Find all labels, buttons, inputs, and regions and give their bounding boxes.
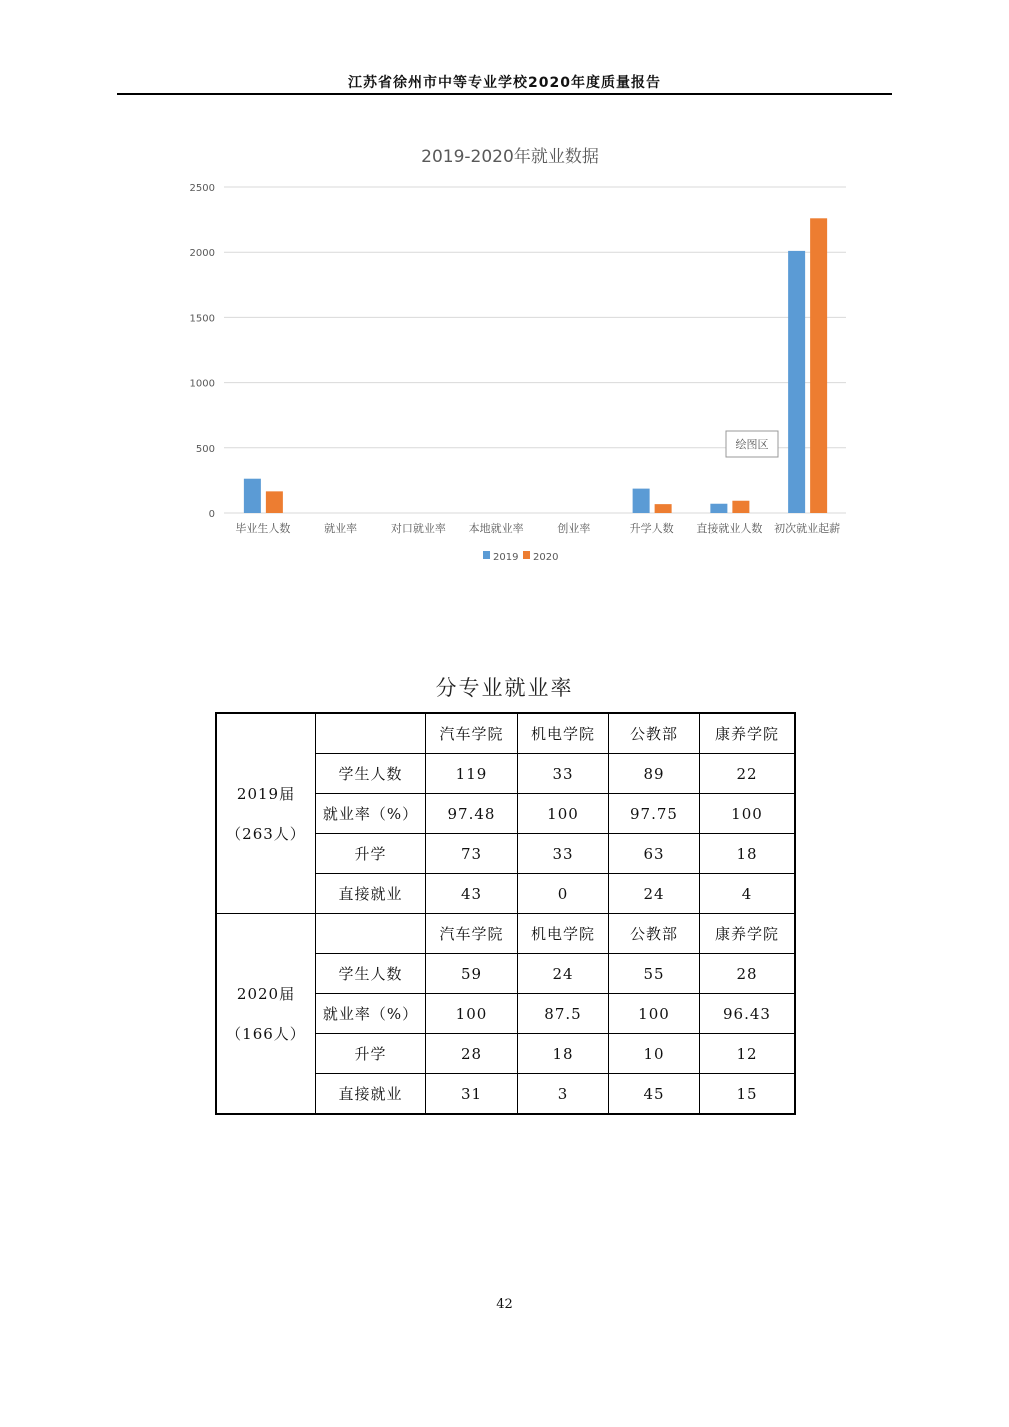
cohort-count: （166人） bbox=[226, 1024, 306, 1043]
row-label: 就业率（%） bbox=[316, 794, 426, 834]
table-cell: 97.75 bbox=[609, 794, 700, 834]
table-cell: 119 bbox=[426, 754, 518, 794]
table-cell: 63 bbox=[609, 834, 700, 874]
row-label: 升学 bbox=[316, 834, 426, 874]
corner-cell bbox=[316, 914, 426, 954]
tooltip-text: 绘图区 bbox=[735, 438, 769, 451]
table-cell: 100 bbox=[700, 794, 796, 834]
y-tick-label: 2000 bbox=[189, 248, 215, 260]
column-header: 汽车学院 bbox=[426, 914, 518, 954]
table-cell: 73 bbox=[426, 834, 518, 874]
plot-area-tooltip bbox=[726, 431, 778, 457]
table-cell: 100 bbox=[518, 794, 609, 834]
column-header: 公教部 bbox=[609, 713, 700, 754]
table-cell: 45 bbox=[609, 1074, 700, 1115]
employment-by-major-table bbox=[215, 712, 796, 1115]
x-category-label: 初次就业起薪 bbox=[774, 522, 841, 535]
column-header: 汽车学院 bbox=[426, 713, 518, 754]
row-label: 直接就业 bbox=[316, 1074, 426, 1115]
chart-title: 2019-2020年就业数据 bbox=[421, 147, 599, 167]
table-cell: 33 bbox=[518, 754, 609, 794]
cohort-label: 2020届 bbox=[236, 984, 296, 1003]
table-cell: 12 bbox=[700, 1034, 796, 1074]
bar-2019 bbox=[710, 504, 727, 513]
y-tick-label: 0 bbox=[208, 509, 215, 520]
table-cell: 100 bbox=[426, 994, 518, 1034]
row-label: 学生人数 bbox=[316, 954, 426, 994]
cohort-cell bbox=[216, 713, 316, 914]
cohort-label: 2019届 bbox=[236, 784, 296, 803]
bar-2020 bbox=[732, 501, 749, 513]
table-title: 分专业就业率 bbox=[435, 676, 574, 700]
table-cell: 18 bbox=[700, 834, 796, 874]
bar-2019 bbox=[633, 489, 650, 513]
column-header: 康养学院 bbox=[700, 713, 796, 754]
row-label: 学生人数 bbox=[316, 754, 426, 794]
table-cell: 18 bbox=[518, 1034, 609, 1074]
y-tick-label: 2500 bbox=[189, 183, 215, 194]
page-number: 42 bbox=[496, 1297, 513, 1312]
x-category-label: 创业率 bbox=[557, 522, 591, 535]
table-cell: 59 bbox=[426, 954, 518, 994]
table-cell: 15 bbox=[700, 1074, 796, 1115]
column-header: 机电学院 bbox=[518, 713, 609, 754]
bar-2020 bbox=[266, 491, 283, 513]
table-cell: 0 bbox=[518, 874, 609, 914]
corner-cell bbox=[316, 713, 426, 754]
table-cell: 28 bbox=[426, 1034, 518, 1074]
y-tick-label: 1000 bbox=[189, 378, 215, 390]
bar-2020 bbox=[810, 218, 827, 513]
column-header: 公教部 bbox=[609, 914, 700, 954]
table-cell: 31 bbox=[426, 1074, 518, 1115]
row-label: 升学 bbox=[316, 1034, 426, 1074]
table-cell: 28 bbox=[700, 954, 796, 994]
row-label: 就业率（%） bbox=[316, 994, 426, 1034]
table-cell: 10 bbox=[609, 1034, 700, 1074]
bar-2020 bbox=[655, 504, 672, 513]
x-category-label: 本地就业率 bbox=[468, 522, 524, 535]
legend-swatch-2020 bbox=[523, 551, 530, 559]
column-header: 机电学院 bbox=[518, 914, 609, 954]
table-cell: 3 bbox=[518, 1074, 609, 1115]
legend-label: 2019 bbox=[493, 552, 519, 563]
row-label: 直接就业 bbox=[316, 874, 426, 914]
legend-swatch-2019 bbox=[483, 551, 490, 559]
legend-label: 2020 bbox=[533, 552, 559, 563]
table-cell: 97.48 bbox=[426, 794, 518, 834]
table-cell: 87.5 bbox=[518, 994, 609, 1034]
table-cell: 24 bbox=[518, 954, 609, 994]
report-header: 江苏省徐州市中等专业学校2020年度质量报告 bbox=[348, 75, 661, 91]
table-cell: 33 bbox=[518, 834, 609, 874]
bar-2019 bbox=[244, 479, 261, 513]
x-category-label: 毕业生人数 bbox=[235, 522, 291, 535]
x-category-label: 就业率 bbox=[324, 522, 358, 535]
table-cell: 4 bbox=[700, 874, 796, 914]
x-category-label: 对口就业率 bbox=[390, 522, 446, 535]
table-cell: 22 bbox=[700, 754, 796, 794]
table-cell: 89 bbox=[609, 754, 700, 794]
y-tick-label: 1500 bbox=[189, 313, 215, 325]
cohort-count: （263人） bbox=[226, 824, 306, 843]
table-cell: 24 bbox=[609, 874, 700, 914]
x-category-label: 直接就业人数 bbox=[696, 522, 763, 535]
bar-2019 bbox=[788, 251, 805, 513]
employment-bar-chart bbox=[180, 130, 860, 580]
table-cell: 55 bbox=[609, 954, 700, 994]
table-cell: 100 bbox=[609, 994, 700, 1034]
table-cell: 43 bbox=[426, 874, 518, 914]
header-divider bbox=[117, 93, 892, 95]
column-header: 康养学院 bbox=[700, 914, 796, 954]
table-cell: 96.43 bbox=[700, 994, 796, 1034]
x-category-label: 升学人数 bbox=[629, 522, 674, 535]
y-tick-label: 500 bbox=[195, 443, 215, 455]
cohort-cell bbox=[216, 914, 316, 1115]
